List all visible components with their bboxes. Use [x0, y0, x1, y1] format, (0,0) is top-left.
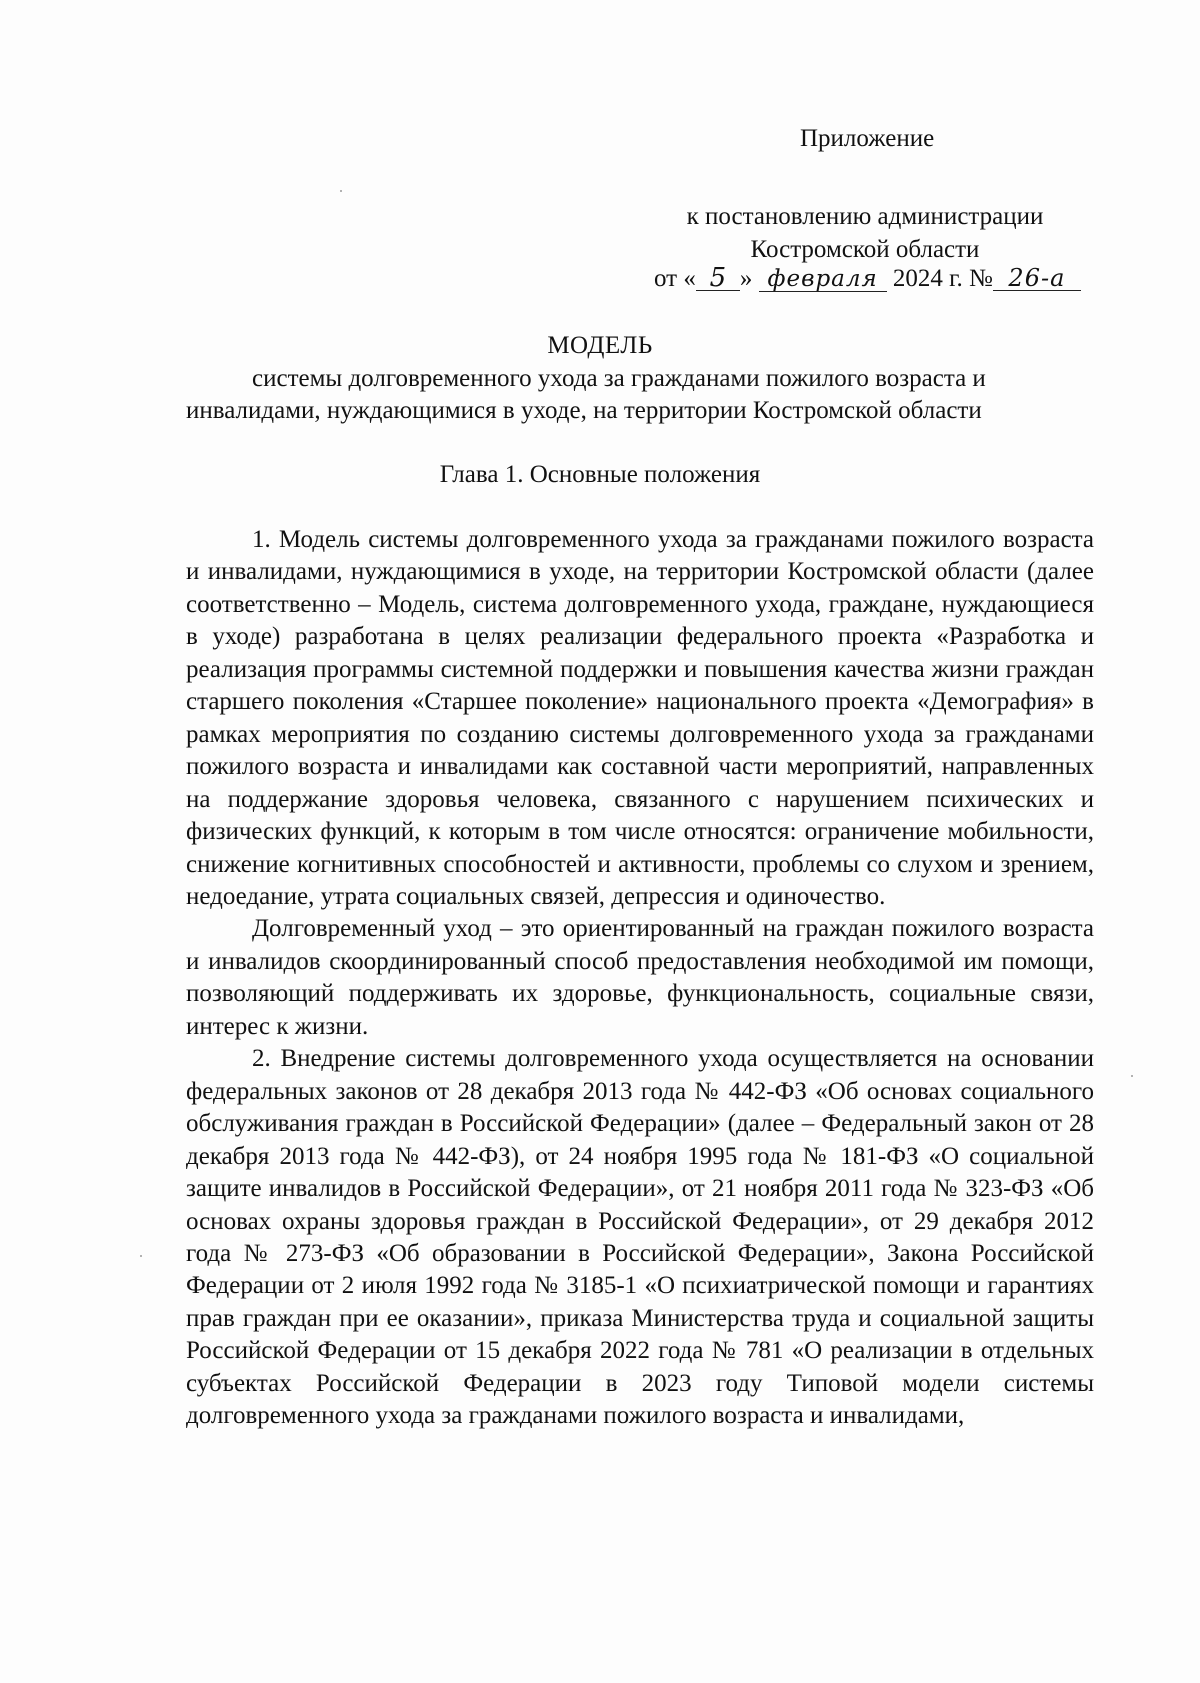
document-body	[186, 524, 1094, 1433]
document-title: МОДЕЛЬ	[547, 332, 653, 359]
scan-speck	[140, 1255, 142, 1257]
document-subtitle	[186, 363, 1094, 427]
chapter-heading: Глава 1. Основные положения	[439, 461, 761, 488]
paragraph-3: 2. Внедрение системы долговременного ухода осуществляется на основании федеральных законов от 28 декабря 2013 года № 442-ФЗ «Об основах социального обслуживания граждан в Российской Федерации» (далее – Федеральный закон от 28 декабря 2013 года № 442-ФЗ), от 24 ноября 1995 года № 181-ФЗ «О социальной защите инвалидов в Российской Федерации», от 21 ноября 2011 года № 323-ФЗ «Об основах охраны здоровья граждан в Российской Федерации», от 29 декабря 2012 года № 273-ФЗ «Об образовании в Российской Федерации», Закона Российской Федерации от 2 июля 1992 года № 3185-1 «О психиатрической помощи и гарантиях прав граждан при ее оказании», приказа Министерства труда и социальной защиты Российской Федерации от 15 декабря 2022 года № 781 «О реализации в отдельных субъектах Российской Федерации в 2023 году Типовой модели системы долговременного ухода за гражданами пожилого возраста и инвалидами,	[186, 1045, 1094, 1430]
subtitle-line-1: системы долговременного ухода за гражданами пожилого возраста и	[252, 365, 986, 392]
appendix-heading: Приложение	[800, 125, 935, 152]
scan-speck	[340, 190, 342, 192]
paragraph-2: Долговременный уход – это ориентированный на граждан пожилого возраста и инвалидов скоординированный способ предоставления необходимой им помощи, позволяющий поддерживать их здоровье, функциональность, социальные связи, интерес к жизни.	[186, 915, 1094, 1040]
date-year: 2024 г. №	[892, 265, 993, 292]
appendix-reference	[640, 200, 1090, 266]
scan-speck	[1131, 1075, 1133, 1077]
handwritten-day: 5	[696, 266, 740, 291]
date-mid: »	[739, 265, 753, 292]
appendix-date-line	[654, 262, 1081, 295]
paragraph-1: 1. Модель системы долговременного ухода за гражданами пожилого возраста и инвалидами, нуждающимися в уходе, на территории Костромской области (далее соответственно – Модель, система долговременного ухода, граждане, нуждающиеся в уходе) разработана в целях реализации федерального проекта «Разработка и реализация программы системной поддержки и повышения качества жизни граждан старшего поколения «Старшее поколение» национального проекта «Демография» в рамках мероприятия по созданию системы долговременного ухода за гражданами пожилого возраста и инвалидами как составной части мероприятий, направленных на поддержание здоровья человека, связанного с нарушением психических и физических функций, к которым в том числе относятся: ограничение мобильности, снижение когнитивных способностей и активности, проблемы со слухом и зрением, недоедание, утрата социальных связей, депрессия и одиночество.	[186, 526, 1094, 910]
subtitle-line-2: инвалидами, нуждающимися в уходе, на территории Костромской области	[186, 397, 982, 424]
handwritten-doc-number: 26-а	[993, 266, 1081, 291]
date-prefix: от «	[654, 265, 696, 292]
handwritten-month: февраля	[759, 267, 887, 292]
appendix-ref-line-1: к постановлению администрации	[686, 203, 1044, 230]
appendix-ref-line-2: Костромской области	[750, 236, 980, 263]
